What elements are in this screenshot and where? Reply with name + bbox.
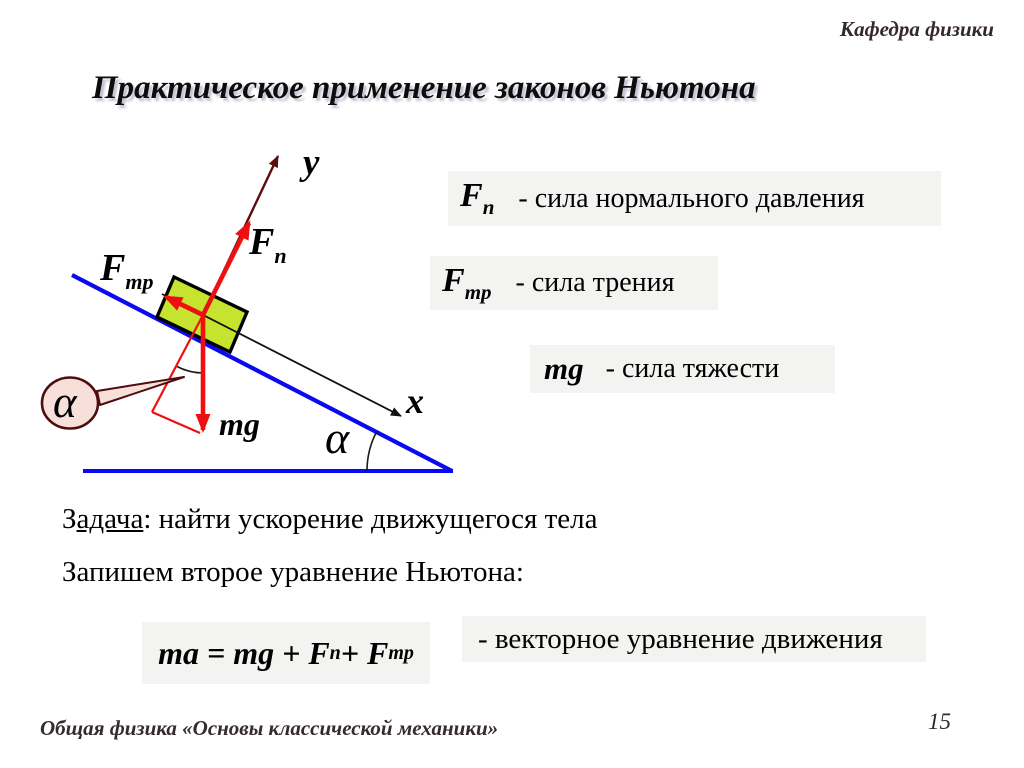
- gravity-label: mg: [219, 406, 260, 442]
- legend-friction-force-text: - сила трения: [515, 267, 675, 298]
- page-number: 15: [928, 709, 951, 734]
- alpha-callout-label: α: [53, 377, 77, 427]
- y-axis-label: y: [303, 142, 320, 183]
- legend-gravity-symbol: mg: [544, 351, 584, 386]
- mg-parallel-component-line: [152, 412, 200, 433]
- footer-course-title: Общая физика «Основы классической механики»: [40, 716, 499, 740]
- legend-friction-force-symbol: $F_{тр}$: [442, 261, 492, 304]
- page-title: Практическое применение законов Ньютона: [92, 70, 756, 106]
- vector-equation: ma = mg + F n + F тр: [142, 622, 430, 684]
- alpha-arc-center: [176, 366, 203, 373]
- vector-equation-caption: - векторное уравнение движения: [462, 616, 926, 662]
- legend-normal-force: [448, 171, 941, 226]
- alpha-incline-label: α: [325, 412, 350, 463]
- legend-normal-force-text: - сила нормального давления: [518, 182, 865, 214]
- newton-statement: Запишем второе уравнение Ньютона:: [62, 556, 524, 588]
- task-statement: Задача: найти ускорение движущегося тела: [62, 503, 598, 535]
- legend-gravity-text: - сила тяжести: [605, 353, 780, 384]
- alpha-arc-incline: [367, 432, 377, 471]
- legend-normal-force-symbol: $F_n$: [460, 177, 495, 219]
- normal-force-label: $F_n$: [249, 221, 287, 268]
- legend-gravity: [530, 345, 835, 393]
- department-label: Кафедра физики: [839, 17, 994, 41]
- callout-pointer: [97, 377, 184, 405]
- legend-friction-force: [430, 256, 718, 310]
- task-underlined-word: адача: [76, 503, 144, 535]
- friction-force-label: $F_{тр}$: [100, 247, 154, 294]
- x-axis-label: x: [406, 381, 424, 421]
- incline-line: [72, 275, 452, 471]
